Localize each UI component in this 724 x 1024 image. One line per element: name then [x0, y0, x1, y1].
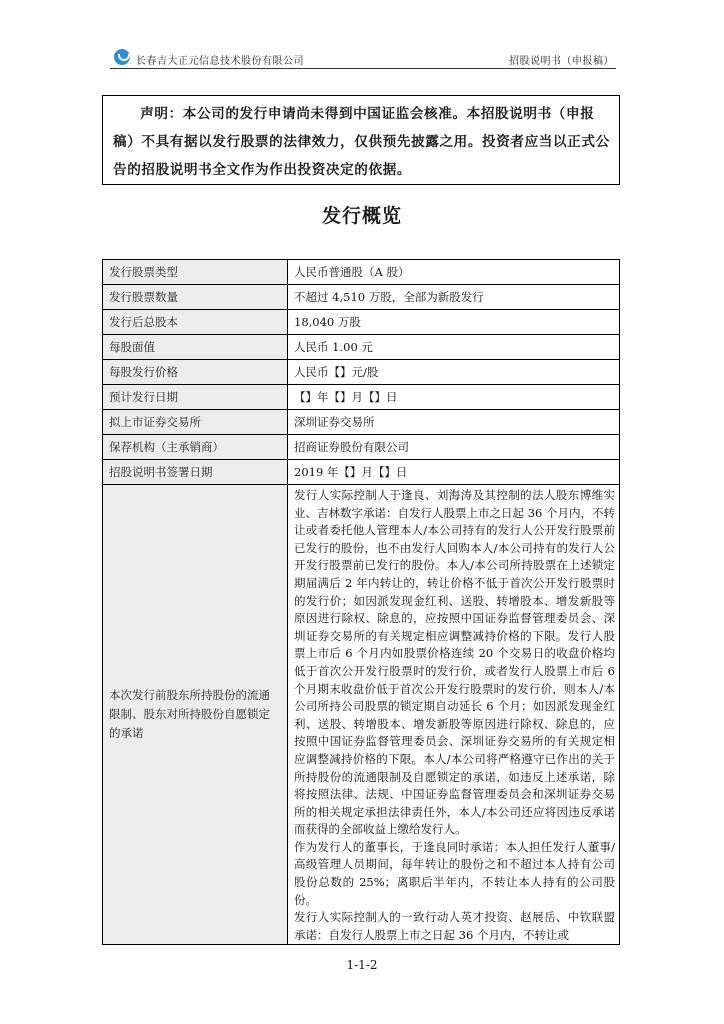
row-label: 每股面值	[103, 335, 288, 360]
row-value: 人民币【】元/股	[288, 360, 620, 385]
row-label: 每股发行价格	[103, 360, 288, 385]
table-row	[103, 310, 620, 335]
offering-summary-table	[102, 259, 620, 945]
row-label: 发行股票类型	[103, 260, 288, 285]
company-logo-icon	[114, 49, 130, 65]
lockup-commitment-row	[103, 485, 620, 945]
row-value: 人民币 1.00 元	[288, 335, 620, 360]
lockup-paragraph: 发行人实际控制人的一致行动人英才投资、赵展岳、中钦联盟承诺：自发行人股票上市之日起 36 个月内，不转让或	[294, 910, 615, 942]
table-row	[103, 360, 620, 385]
row-value: 深圳证券交易所	[288, 410, 620, 435]
page-title: 发行概览	[321, 205, 402, 227]
table-row	[103, 410, 620, 435]
page-number: 1-1-2	[346, 958, 378, 972]
table-row	[103, 435, 620, 460]
table-row	[103, 260, 620, 285]
lockup-paragraph: 作为发行人的董事长，于逢良同时承诺：本人担任发行人董事/高级管理人员期间，每年转让的股份之和不超过本人持有公司股份总数的 25%；离职后半年内，不转让本人持有的公司股份。	[294, 839, 615, 907]
page-header	[110, 48, 616, 69]
row-value: 2019 年【】月【】日	[288, 460, 620, 485]
table-row	[103, 385, 620, 410]
table-row	[103, 335, 620, 360]
row-label: 拟上市证券交易所	[103, 410, 288, 435]
disclaimer-notice: 声明：本公司的发行申请尚未得到中国证监会核准。本招股说明书（申报稿）不具有据以发行股票的法律效力，仅供预先披露之用。投资者应当以正式公告的招股说明书全文作为作出投资决定的依据。	[102, 95, 620, 185]
row-value: 不超过 4,510 万股，全部为新股发行	[288, 285, 620, 310]
row-value: 18,040 万股	[288, 310, 620, 335]
row-label: 发行后总股本	[103, 310, 288, 335]
lockup-label: 本次发行前股东所持股份的流通限制、股东对所持股份自愿锁定的承诺	[103, 485, 288, 945]
company-name: 长春吉大正元信息技术股份有限公司	[136, 56, 304, 67]
row-label: 发行股票数量	[103, 285, 288, 310]
table-row	[103, 285, 620, 310]
row-label: 招股说明书签署日期	[103, 460, 288, 485]
row-value: 招商证券股份有限公司	[288, 435, 620, 460]
table-row	[103, 460, 620, 485]
row-label: 保荐机构（主承销商）	[103, 435, 288, 460]
row-label: 预计发行日期	[103, 385, 288, 410]
row-value: 人民币普通股（A 股）	[288, 260, 620, 285]
document-type: 招股说明书（申报稿）	[509, 56, 614, 67]
lockup-paragraph: 发行人实际控制人于逢良、刘海涛及其控制的法人股东博维实业、吉林数字承诺：自发行人股票上市之日起 36 个月内，不转让或者委托他人管理本人/本公司持有的发行人公开发行股票前已发行的股份，也不由发行人回购本人/本公司持有的发行人公开发行股票前已发行的股份。本人/本公司所持股票在上述锁定期届满后 2 年内转让的，转让价格不低于首次公开发行股票时的发行价；如因派发现金红利、送股、转增股本、增发新股等原因进行除权、除息的，应按照中国证券监督管理委员会、深圳证券交易所的有关规定相应调整减持价格的下限。发行人股票上市后 6 个月内如股票价格连续 20 个交易日的收盘价格均低于首次公开发行股票时的发行价，或者发行人股票上市后 6 个月期末收盘价低于首次公开发行股票时的发行价，则本人/本公司所持公司股票的锁定期自动延长 6 个月；如因派发现金红利、送股、转增股本、增发新股等原因进行除权、除息的，应按照中国证券监督管理委员会、深圳证券交易所的有关规定相应调整减持价格的下限。本人/本公司将严格遵守已作出的关于所持股份的流通限制及自愿锁定的承诺，如违反上述承诺，除将按照法律、法规、中国证券监督管理委员会和深圳证券交易所的相关规定承担法律责任外，本人/本公司还应将因违反承诺而获得的全部收益上缴给发行人。	[294, 488, 615, 837]
row-value: 【】年【】月【】日	[288, 385, 620, 410]
lockup-text	[288, 485, 620, 945]
